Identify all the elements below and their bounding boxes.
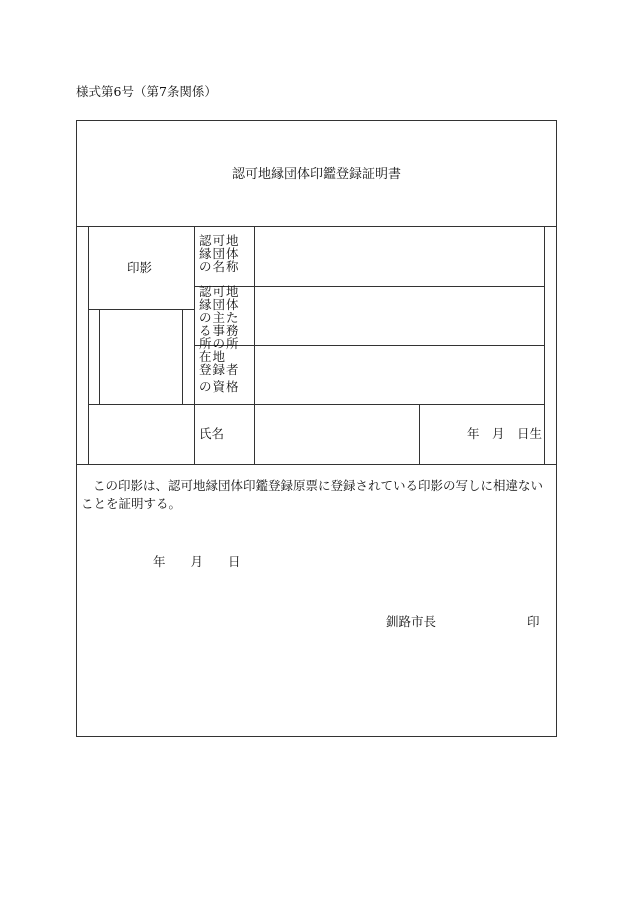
issuer-title: 釧路市長	[386, 614, 437, 629]
inner-left-rule	[88, 226, 89, 464]
birthdate-label: 年 月 日生	[467, 426, 543, 441]
name-label: 氏名	[199, 426, 225, 441]
table-bottom-rule	[76, 464, 557, 465]
org-address-label: 認可地縁団体の主たる事務所の所在地	[199, 284, 240, 364]
outer-border-top	[76, 120, 557, 121]
org-name-label: 認可地縁団体の名称	[199, 233, 240, 274]
table-top-rule	[76, 226, 557, 227]
seal-box-left-outer	[99, 309, 100, 404]
seal-impression-label: 印影	[127, 260, 153, 275]
seal-mark: 印	[527, 614, 540, 629]
value-column-rule	[254, 226, 255, 464]
seal-box-right-inner	[182, 309, 183, 404]
seal-area-rule	[88, 309, 194, 310]
birthdate-column-rule	[419, 404, 420, 464]
outer-border-left	[76, 120, 77, 737]
date-line: 年 月 日	[153, 554, 241, 569]
row-rule-3	[88, 404, 544, 405]
registrant-qualification-label: 登録者の資格	[199, 362, 240, 394]
outer-border-bottom	[76, 736, 557, 737]
certificate-title: 認可地縁団体印鑑登録証明書	[231, 167, 401, 182]
inner-right-rule	[544, 226, 545, 464]
outer-border-right	[556, 120, 557, 737]
label-column-rule	[194, 226, 195, 464]
form-number: 様式第6号（第7条関係）	[76, 84, 217, 99]
certification-text: この印影は、認可地縁団体印鑑登録原票に登録されている印影の写しに相違ないことを証明する。	[81, 478, 544, 511]
